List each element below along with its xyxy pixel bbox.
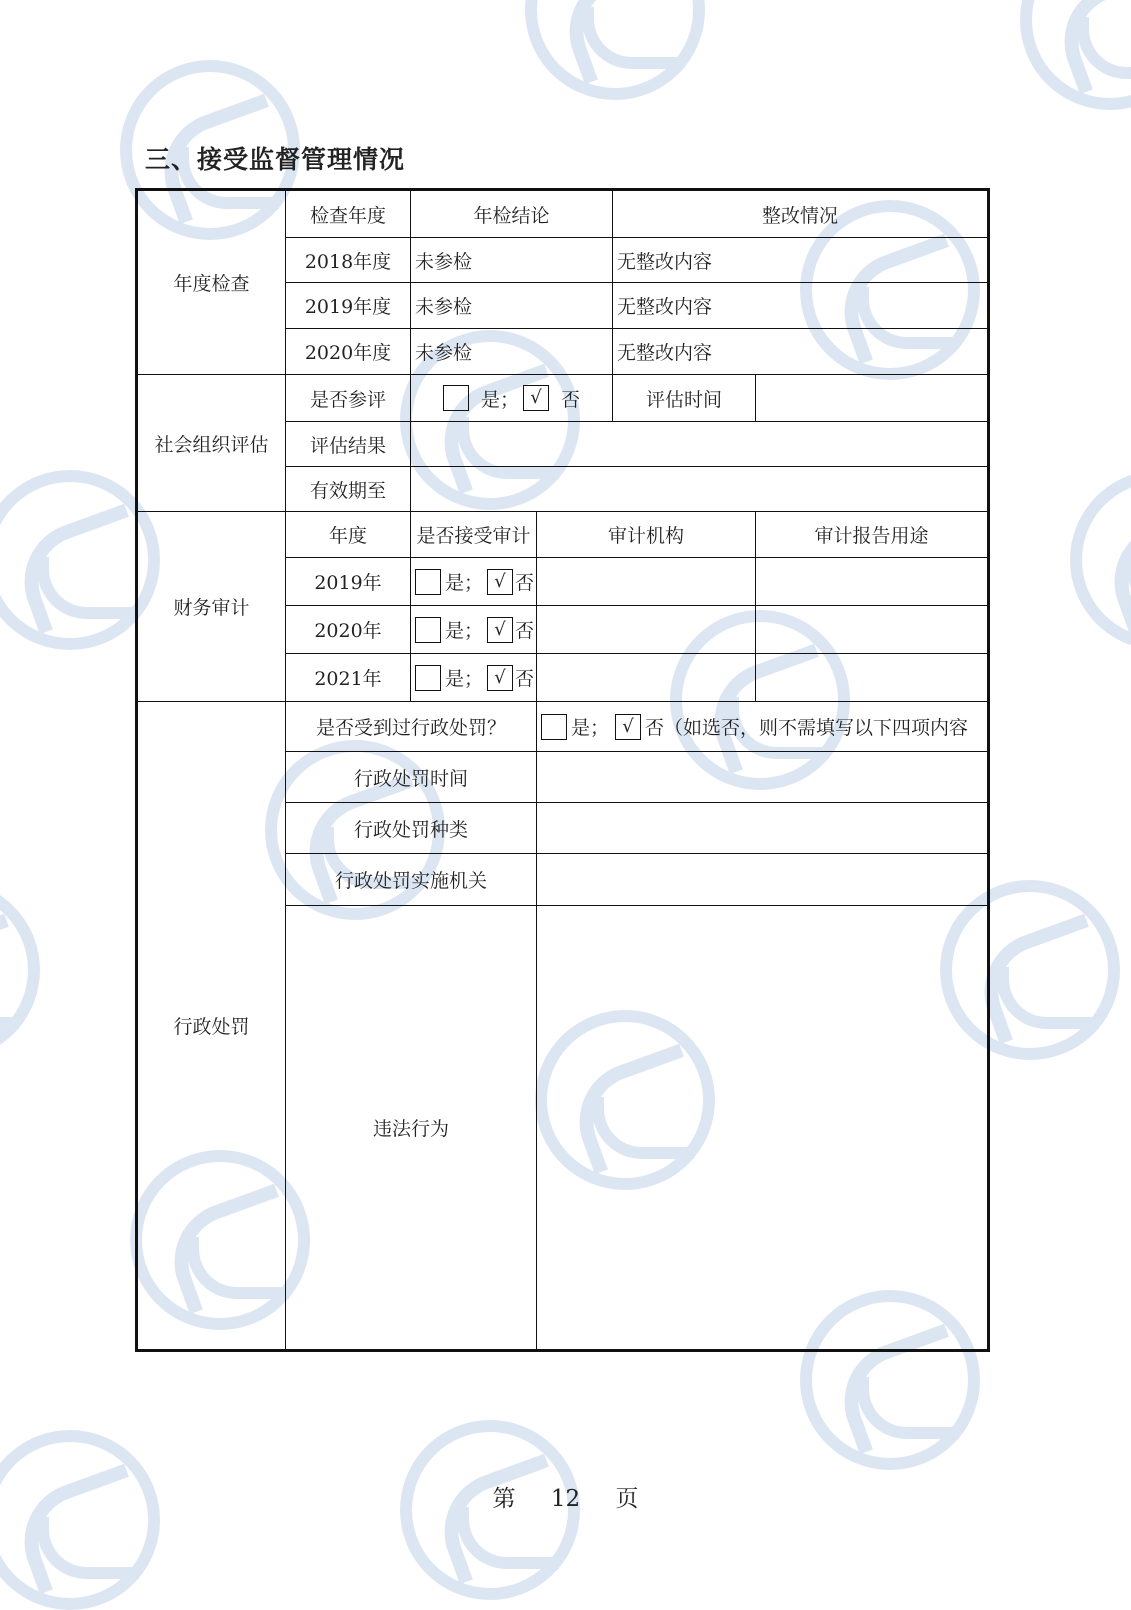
annual-row-rectify: 无整改内容 [613, 329, 987, 375]
audit-no-checkbox[interactable]: √ [487, 569, 513, 595]
footer-suffix: 页 [615, 1486, 639, 1512]
audit-section-label: 财务审计 [138, 512, 286, 702]
section-title: 三、接受监督管理情况 [145, 145, 406, 174]
watermark-seal-icon [1070, 470, 1131, 650]
penalty-type-label: 行政处罚种类 [286, 803, 537, 854]
audit-row-agency[interactable] [537, 606, 756, 654]
audit-row-year: 2021年 [286, 654, 411, 702]
evaluation-valid-value[interactable] [411, 467, 987, 512]
footer-page-number: 12 [550, 1486, 581, 1512]
evaluation-time-label: 评估时间 [613, 375, 756, 422]
audit-no-label: 否 [515, 668, 535, 690]
watermark-seal-icon [0, 1430, 160, 1610]
annual-row-rectify: 无整改内容 [613, 238, 987, 283]
audit-no-checkbox[interactable]: √ [487, 665, 513, 691]
penalty-options [537, 702, 987, 752]
audit-row-options [411, 558, 537, 606]
annual-row-year: 2020年度 [286, 329, 411, 375]
penalty-yes-checkbox[interactable] [541, 714, 567, 740]
watermark-seal-icon [525, 0, 705, 100]
audit-header-purpose: 审计报告用途 [756, 512, 987, 558]
audit-row-options [411, 654, 537, 702]
evaluation-yes-label: 是； [480, 388, 519, 411]
audit-row-year: 2020年 [286, 606, 411, 654]
evaluation-yes-checkbox[interactable] [443, 385, 469, 411]
supervision-table [135, 188, 990, 1352]
penalty-time-label: 行政处罚时间 [286, 752, 537, 803]
audit-header-accept: 是否接受审计 [411, 512, 537, 558]
audit-yes-checkbox[interactable] [415, 569, 441, 595]
penalty-no-checkbox[interactable]: √ [615, 714, 641, 740]
evaluation-valid-label: 有效期至 [286, 467, 411, 512]
audit-row-year: 2019年 [286, 558, 411, 606]
annual-row-rectify: 无整改内容 [613, 283, 987, 329]
audit-yes-label: 是； [445, 620, 484, 642]
penalty-no-label: 否（如选否，则不需填写以下四项内容 [645, 717, 969, 739]
audit-no-label: 否 [515, 620, 535, 642]
evaluation-result-label: 评估结果 [286, 422, 411, 467]
audit-row-agency[interactable] [537, 654, 756, 702]
audit-row-options [411, 606, 537, 654]
evaluation-no-label: 否 [561, 388, 581, 411]
evaluation-no-checkbox[interactable]: √ [523, 385, 549, 411]
annual-header-conclusion: 年检结论 [411, 191, 613, 238]
page-footer [0, 1480, 1131, 1513]
annual-header-year: 检查年度 [286, 191, 411, 238]
annual-row-year: 2019年度 [286, 283, 411, 329]
audit-yes-label: 是； [445, 668, 484, 690]
annual-row-conclusion: 未参检 [411, 283, 613, 329]
annual-row-conclusion: 未参检 [411, 238, 613, 283]
audit-yes-label: 是； [445, 572, 484, 594]
evaluation-section-label: 社会组织评估 [138, 375, 286, 512]
evaluation-participate-label: 是否参评 [286, 375, 411, 422]
annual-row-conclusion: 未参检 [411, 329, 613, 375]
penalty-section-label: 行政处罚 [138, 702, 286, 1349]
audit-yes-checkbox[interactable] [415, 617, 441, 643]
evaluation-result-value[interactable] [411, 422, 987, 467]
audit-row-purpose[interactable] [756, 606, 987, 654]
annual-section-label: 年度检查 [138, 191, 286, 375]
audit-header-agency: 审计机构 [537, 512, 756, 558]
footer-prefix: 第 [492, 1486, 516, 1512]
audit-row-agency[interactable] [537, 558, 756, 606]
audit-header-year: 年度 [286, 512, 411, 558]
audit-no-checkbox[interactable]: √ [487, 617, 513, 643]
watermark-seal-icon [0, 880, 40, 1060]
penalty-type-value[interactable] [537, 803, 987, 854]
evaluation-time-value[interactable] [756, 375, 987, 422]
penalty-agency-label: 行政处罚实施机关 [286, 854, 537, 906]
penalty-time-value[interactable] [537, 752, 987, 803]
annual-row-year: 2018年度 [286, 238, 411, 283]
evaluation-participate-options [411, 375, 613, 422]
audit-row-purpose[interactable] [756, 558, 987, 606]
penalty-violation-value[interactable] [537, 906, 987, 1349]
penalty-agency-value[interactable] [537, 854, 987, 906]
audit-row-purpose[interactable] [756, 654, 987, 702]
annual-header-rectify: 整改情况 [613, 191, 987, 238]
audit-no-label: 否 [515, 572, 535, 594]
penalty-violation-label: 违法行为 [286, 906, 537, 1349]
watermark-seal-icon [1020, 0, 1131, 110]
penalty-question: 是否受到过行政处罚？ [286, 702, 537, 752]
audit-yes-checkbox[interactable] [415, 665, 441, 691]
penalty-yes-label: 是； [571, 717, 610, 739]
